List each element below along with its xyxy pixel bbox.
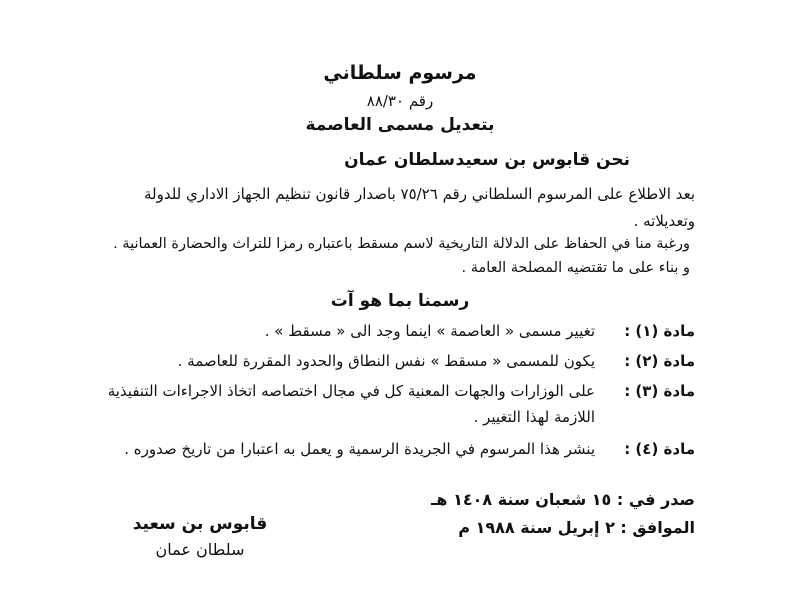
decree-subject: بتعديل مسمى العاصمة [305,115,495,135]
intro-sultan-title: سلطان عمان [344,150,455,170]
preamble-line-2: وتعديلاته . [633,212,695,230]
decree-title: مرسوم سلطاني [323,62,477,84]
decree-number: رقم ٨٨/٣٠ [366,92,434,110]
issued-gregorian-date: الموافق : ٢ إبريل سنة ١٩٨٨ م [458,518,695,537]
article-label: مادة (٤) : [624,440,695,458]
article-text: تغيير مسمى « العاصمة » اينما وجد الى « مسقط » . [264,322,595,340]
article-label: مادة (٢) : [624,352,695,370]
issued-hijri-date: صدر في : ١٥ شعبان سنة ١٤٠٨ هـ [430,490,695,509]
article-text: يكون للمسمى « مسقط » نفس النطاق والحدود المقررة للعاصمة . [177,352,595,370]
article-label: مادة (٣) : [624,382,695,400]
preamble-line-3: ورغبة منا في الحفاظ على الدلالة التاريخية لاسم مسقط باعتباره رمزا للتراث والحضارة العمانية . [113,236,690,252]
article-text: ينشر هذا المرسوم في الجريدة الرسمية و يعمل به اعتبارا من تاريخ صدوره . [124,440,595,458]
decree-heading: رسمنا بما هو آت [330,291,470,311]
signature-name: قابوس بن سعيد [132,514,268,534]
article-label: مادة (١) : [624,322,695,340]
article-text: اللازمة لهذا التغيير . [473,408,595,426]
signature-title: سلطان عمان [155,540,245,559]
preamble-line-4: و بناء على ما تقتضيه المصلحة العامة . [461,260,690,276]
preamble-line-1: بعد الاطلاع على المرسوم السلطاني رقم ٧٥/٢٦ باصدار قانون تنظيم الجهاز الاداري للدولة [143,185,695,203]
intro-sultan-name: نحن قابوس بن سعيد [455,150,630,170]
article-text: على الوزارات والجهات المعنية كل في مجال اختصاصه اتخاذ الاجراءات التنفيذية [107,382,595,400]
